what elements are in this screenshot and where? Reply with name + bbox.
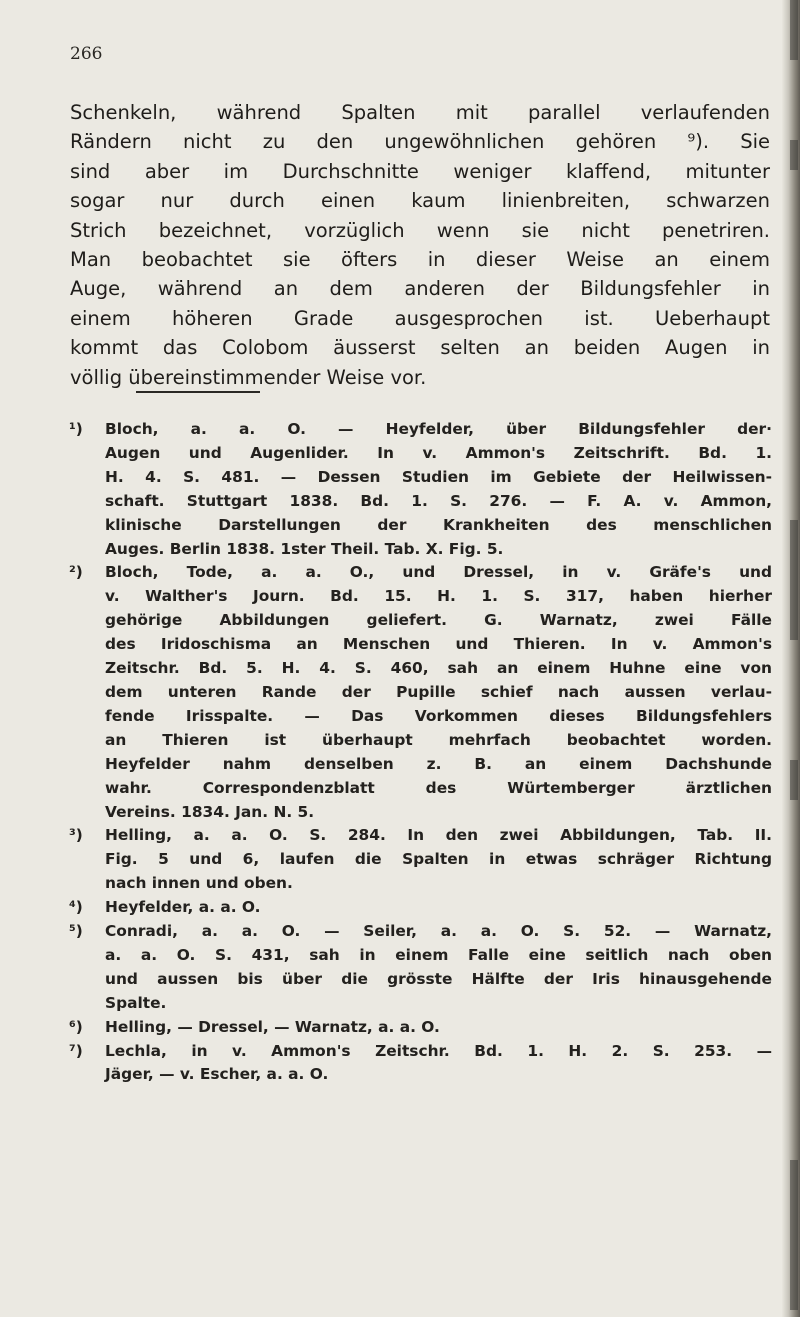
- footnote-line: Lechla, in v. Ammon's Zeitschr. Bd. 1. H. 2. S. 253. —: [105, 1041, 772, 1060]
- footnote-marker: ⁴): [69, 898, 83, 917]
- footnote-line: Zeitschr. Bd. 5. H. 4. S. 460, sah an einem Huhne eine von: [105, 659, 772, 678]
- paragraph-line: Man beobachtet sie öfters in dieser Weise an einem: [70, 248, 770, 272]
- paragraph-line: kommt das Colobom äusserst selten an beiden Augen in: [70, 336, 770, 360]
- footnote-line: fende Irisspalte. — Das Vorkommen dieses Bildungsfehlers: [105, 706, 772, 725]
- footnote-line: Conradi, a. a. O. — Seiler, a. a. O. S. 52. — Warnatz,: [105, 922, 772, 941]
- footnote-marker: ²): [69, 563, 83, 582]
- footnote-line: schaft. Stuttgart 1838. Bd. 1. S. 276. — F. A. v. Ammon,: [105, 491, 772, 510]
- footnote-marker: ⁵): [69, 922, 83, 941]
- footnote-separator-rule: [136, 391, 260, 393]
- paragraph-line: sogar nur durch einen kaum linienbreiten, schwarzen: [70, 189, 770, 213]
- footnote-line: gehörige Abbildungen geliefert. G. Warnatz, zwei Fälle: [105, 611, 772, 630]
- paragraph-line: Strich bezeichnet, vorzüglich wenn sie nicht penetriren.: [70, 218, 770, 242]
- paragraph-line: völlig übereinstimmender Weise vor.: [70, 365, 427, 389]
- footnote-line: wahr. Correspondenzblatt des Würtemberger ärztlichen: [105, 778, 772, 797]
- footnote-7: [69, 1040, 772, 1088]
- footnotes-section: [69, 418, 772, 1087]
- footnote-line: dem unteren Rande der Pupille schief nach aussen verlau-: [105, 682, 772, 701]
- footnote-line: Heyfelder nahm denselben z. B. an einem Dachshunde: [105, 754, 772, 773]
- page-edge-mark: [790, 1160, 798, 1310]
- page-edge-shadow: [782, 0, 800, 1317]
- footnote-line: und aussen bis über die grösste Hälfte der Iris hinausgehende: [105, 969, 772, 988]
- footnote-line: Vereins. 1834. Jan. N. 5.: [105, 802, 315, 821]
- footnote-line: klinische Darstellungen der Krankheiten des menschlichen: [105, 515, 772, 534]
- footnote-line: Jäger, — v. Escher, a. a. O.: [105, 1065, 329, 1084]
- paragraph-line: Rändern nicht zu den ungewöhnlichen gehören ⁹). Sie: [70, 130, 770, 154]
- footnote-line: nach innen und oben.: [105, 874, 293, 893]
- footnote-line: H. 4. S. 481. — Dessen Studien im Gebiete der Heilwissen-: [105, 467, 772, 486]
- paragraph-line: sind aber im Durchschnitte weniger klaffend, mitunter: [70, 159, 770, 183]
- footnote-5: [69, 920, 772, 1016]
- main-paragraph: [70, 98, 770, 392]
- footnote-1: [69, 418, 772, 561]
- footnote-line: Augen und Augenlider. In v. Ammon's Zeitschrift. Bd. 1.: [105, 443, 772, 462]
- footnote-line: Auges. Berlin 1838. 1ster Theil. Tab. X. Fig. 5.: [105, 539, 504, 558]
- page-number: 266: [70, 44, 103, 64]
- footnote-line: a. a. O. S. 431, sah in einem Falle eine seitlich nach oben: [105, 945, 772, 964]
- footnote-4: [69, 896, 772, 920]
- page-edge-mark: [790, 760, 798, 800]
- footnote-line: Spalte.: [105, 993, 167, 1012]
- footnote-line: an Thieren ist überhaupt mehrfach beobachtet worden.: [105, 730, 772, 749]
- footnote-line: Fig. 5 und 6, laufen die Spalten in etwas schräger Richtung: [105, 850, 772, 869]
- footnote-3: [69, 824, 772, 896]
- page-edge-mark: [790, 0, 798, 60]
- footnote-line: Helling, a. a. O. S. 284. In den zwei Abbildungen, Tab. II.: [105, 826, 772, 845]
- footnote-marker: ⁶): [69, 1017, 83, 1036]
- footnote-line: des Iridoschisma an Menschen und Thieren. In v. Ammon's: [105, 635, 772, 654]
- footnote-line: Helling, — Dressel, — Warnatz, a. a. O.: [105, 1017, 440, 1036]
- paragraph-line: einem höheren Grade ausgesprochen ist. Ueberhaupt: [70, 306, 770, 330]
- page-edge-mark: [790, 140, 798, 170]
- footnote-6: [69, 1016, 772, 1040]
- footnote-2: [69, 561, 772, 824]
- footnote-line: Bloch, a. a. O. — Heyfelder, über Bildungsfehler der·: [105, 420, 772, 438]
- footnote-marker: ³): [69, 826, 83, 845]
- paragraph-line: Auge, während an dem anderen der Bildungsfehler in: [70, 277, 770, 301]
- paragraph-line: Schenkeln, während Spalten mit parallel verlaufenden: [70, 101, 770, 124]
- footnote-marker: ¹): [69, 420, 83, 438]
- footnote-line: Bloch, Tode, a. a. O., und Dressel, in v. Gräfe's und: [105, 563, 772, 582]
- page-edge-mark: [790, 520, 798, 640]
- footnote-marker: ⁷): [69, 1041, 83, 1060]
- footnote-line: Heyfelder, a. a. O.: [105, 898, 261, 917]
- footnote-line: v. Walther's Journ. Bd. 15. H. 1. S. 317, haben hierher: [105, 587, 772, 606]
